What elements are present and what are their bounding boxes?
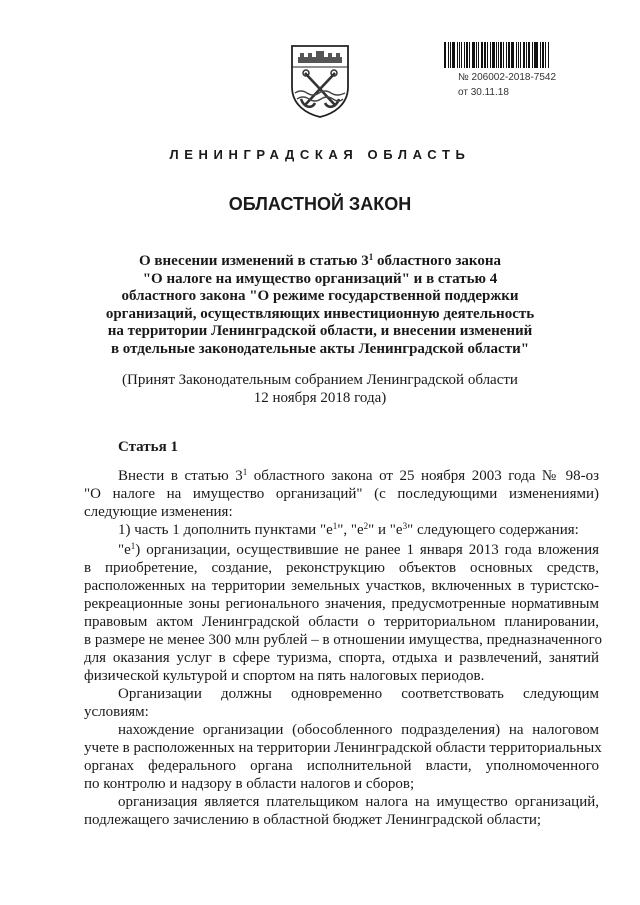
document-type: ОБЛАСТНОЙ ЗАКОН <box>228 194 412 214</box>
text-line: "О налоге на имущество организаций" (с последующими изменениями) <box>84 486 599 502</box>
region-name: ЛЕНИНГРАДСКАЯ ОБЛАСТЬ <box>169 147 471 162</box>
text-line: следующие изменения: <box>84 504 233 520</box>
text-line: физической культурой и спортом на пять налоговых периодов. <box>84 668 485 684</box>
text-line: для оказания услуг в сфере туризма, спорта, отдыха и развлечений, занятий <box>84 650 599 666</box>
coat-of-arms-icon <box>289 43 351 119</box>
title-line: в отдельные законодательные акты Ленинградской области" <box>110 340 530 357</box>
text-line: по контролю и надзору в области налогов и сборов; <box>84 776 415 792</box>
text-line: органах федерального органа исполнительной власти, уполномоченного <box>84 758 599 774</box>
article-heading: Статья 1 <box>118 439 178 455</box>
text-line: нахождение организации (обособленного подразделения) на налоговом <box>118 722 599 738</box>
text-line: "$е^1$) организации, осуществившие не ранее 1 января 2013 года вложения <box>118 541 599 558</box>
adoption-note: (Принят Законодательным собранием Ленинградской области 12 ноября 2018 года) <box>122 372 518 406</box>
title-line: "О налоге на имущество организаций" и в статью 4 <box>142 270 498 287</box>
text-line: расположенных на территории земельных участков, включенных в туристско- <box>84 578 599 594</box>
title-line: областного закона "О режиме государственной поддержки <box>121 288 519 305</box>
text-line: в размере не менее 300 млн рублей – в отношении имущества, предназначенного <box>84 632 602 648</box>
title-line: организаций, осуществляющих инвестиционную деятельность <box>105 305 535 322</box>
text-line: Организации должны одновременно соответствовать следующим <box>118 686 599 702</box>
text-line: условиям: <box>84 704 149 720</box>
title-line: на территории Ленинградской области, и внесении изменений <box>107 323 533 340</box>
registration-date: от 30.11.18 <box>458 87 509 98</box>
text-line: в приобретение, создание, реконструкцию объектов основных средств, <box>84 560 599 576</box>
text-line: подлежащего зачислению в областной бюджет Ленинградской области; <box>84 812 542 828</box>
text-line: учете в расположенных на территории Ленинградской области территориальных <box>84 740 602 756</box>
text-line: Внести в статью $3^1$ областного закона от 25 ноября 2003 года № 98-оз <box>118 467 599 484</box>
barcode-icon <box>444 42 550 68</box>
text-line: правовым актом Ленинградской области о территориальном планировании, <box>84 614 599 630</box>
title-line: О внесении изменений в статью $3^1$ областного закона <box>139 252 501 269</box>
text-line: 1) часть 1 дополнить пунктами "$е^1$", "$е^2$" и "$е^3$" следующего содержания: <box>118 521 579 538</box>
law-title <box>100 253 540 359</box>
text-line: организация является плательщиком налога на имущество организаций, <box>118 794 599 810</box>
registration-number: № 206002-2018-7542 <box>458 72 557 83</box>
text-line: рекреационные зоны регионального значения, предусмотренные нормативным <box>84 596 599 612</box>
